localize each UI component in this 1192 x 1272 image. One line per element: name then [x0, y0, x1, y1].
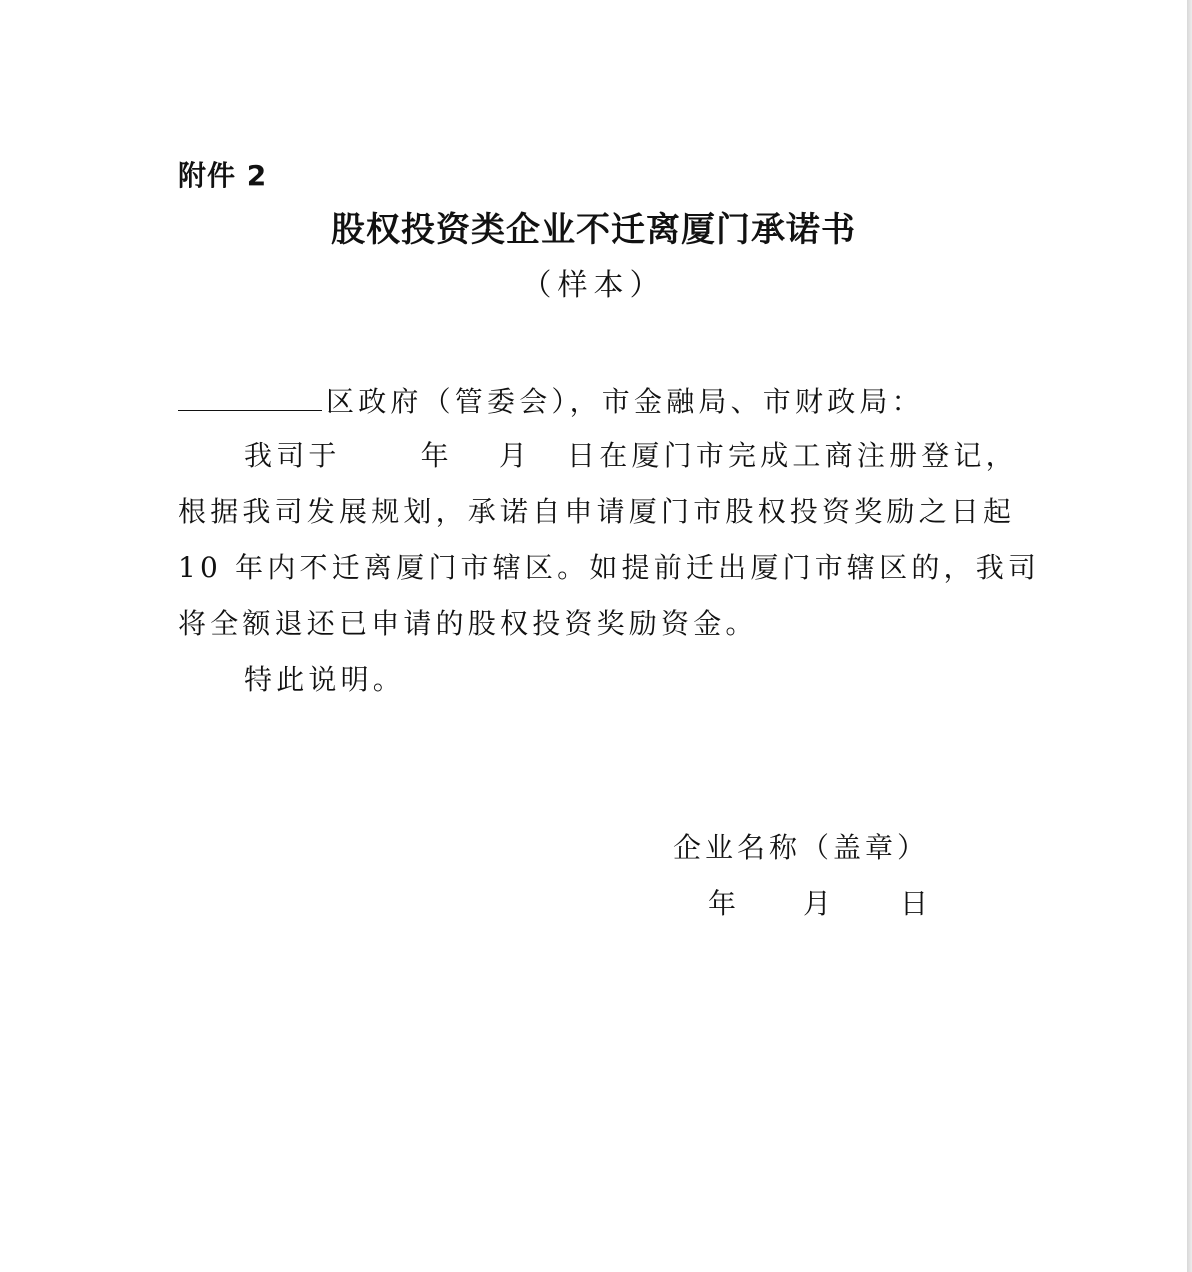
signature-year: 年: [708, 887, 737, 920]
addressee-line: [178, 380, 1008, 422]
paragraph-line-1-end: 日在厦门市完成工商注册登记，: [567, 439, 1018, 472]
document-title: 股权投资类企业不迁离厦门承诺书: [331, 210, 856, 250]
page-edge-shadow: [1187, 0, 1192, 1272]
addressee-text: 区政府（管委会），市金融局、市财政局：: [326, 385, 924, 418]
paragraph-month: 月: [498, 439, 532, 472]
paragraph-line-4: 将全额退还已申请的股权投资奖励资金。: [178, 607, 758, 640]
document-subtitle: （样本）: [521, 268, 666, 303]
signature-month: 月: [803, 887, 832, 920]
paragraph-line-3: 10 年内不迁离厦门市辖区。如提前迁出厦门市辖区的，我司: [178, 551, 1041, 584]
signature-day: 日: [900, 887, 929, 920]
closing-line: 特此说明。: [244, 663, 406, 696]
paragraph-line-1: [178, 436, 1074, 476]
attachment-label: 附件 2: [178, 159, 268, 192]
paragraph-line-2: 根据我司发展规划，承诺自申请厦门市股权投资奖励之日起: [178, 495, 1016, 528]
company-name-seal: 企业名称（盖章）: [673, 831, 930, 864]
paragraph-line-1-start: 我司于: [244, 439, 341, 472]
paragraph-year: 年: [420, 439, 453, 472]
district-blank: [178, 380, 322, 411]
